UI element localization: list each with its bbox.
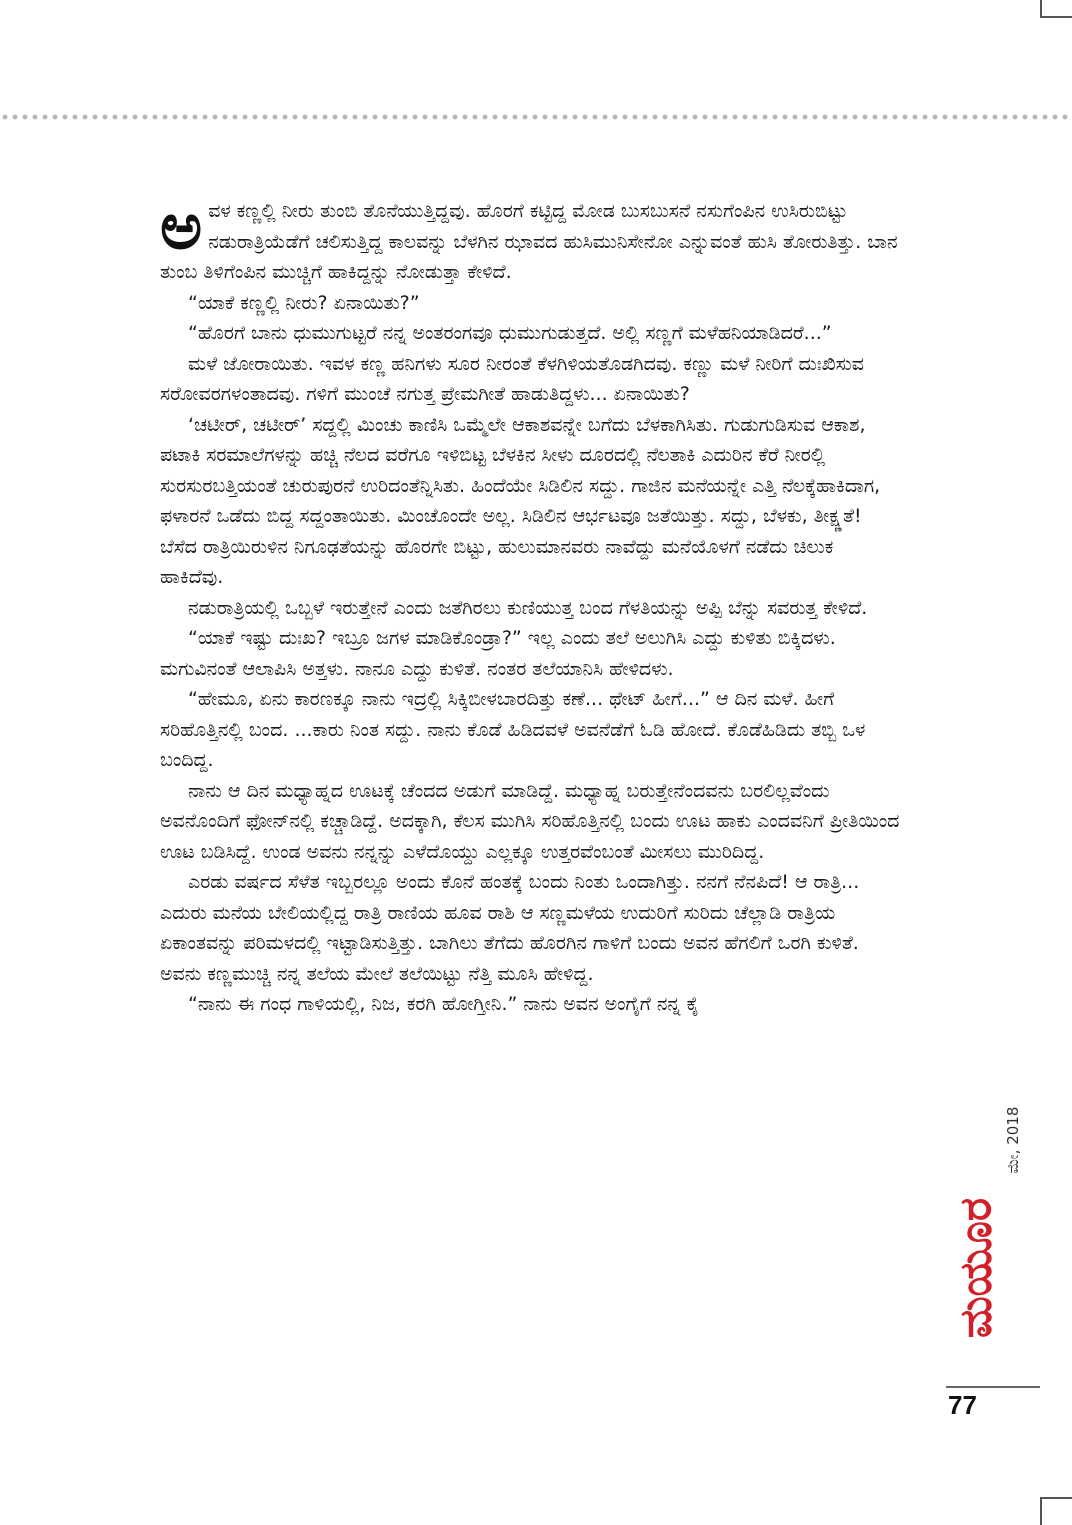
footer-rule	[946, 1386, 1040, 1388]
paragraph-9: ನಾನು ಆ ದಿನ ಮಧ್ಯಾಹ್ನದ ಊಟಕ್ಕೆ ಚೆಂದದ ಅಡುಗೆ ಮಾಡಿದ್ದೆ. ಮಧ್ಯಾಹ್ನ ಬರುತ್ತೇನೆಂದವನು ಬರಲಿಲ್ಲವೆಂದು ಅವನೊಂದಿಗೆ ಫೋನ್‌ನಲ್ಲಿ ಕಚ್ಚಾಡಿದ್ದೆ. ಅದಕ್ಕಾಗಿ, ಕೆಲಸ ಮುಗಿಸಿ ಸರಿಹೊತ್ತಿನಲ್ಲಿ ಬಂದು ಊಟ ಹಾಕು ಎಂದವನಿಗೆ ಪ್ರೀತಿಯಿಂದ ಊಟ ಬಡಿಸಿದ್ದೆ. ಉಂಡ ಅವನು ನನ್ನನ್ನು ಎಳೆದೊಯ್ದು ಎಲ್ಲಕ್ಕೂ ಉತ್ತರವೆಂಬಂತೆ ಮೀಸಲು ಮುರಿದಿದ್ದ.	[160, 779, 900, 863]
issue-date-box	[998, 1106, 1028, 1174]
drop-cap: ಅ	[160, 196, 203, 264]
paragraph-1	[160, 196, 900, 288]
magazine-name: ಮಯೂರ	[950, 1197, 1002, 1339]
paragraph-4: ಮಳೆ ಜೋರಾಯಿತು. ಇವಳ ಕಣ್ಣ ಹನಿಗಳು ಸೂರ ನೀರಂತೆ ಕೆಳಗಿಳಿಯತೊಡಗಿದವು. ಕಣ್ಣು ಮಳೆ ನೀರಿಗೆ ದುಃಖಿಸುವ ಸರೋವರಗಳಂತಾದವು. ಗಳಿಗೆ ಮುಂಚೆ ನಗುತ್ತ ಪ್ರೇಮಗೀತೆ ಹಾಡುತಿದ್ದಳು... ಏನಾಯಿತು?	[160, 352, 864, 405]
page-sidebar	[946, 1106, 1042, 1420]
dotted-separator	[0, 114, 1072, 120]
crop-mark-bottom	[1040, 1497, 1072, 1525]
magazine-logo	[946, 1168, 1006, 1368]
paragraph-6: ನಡುರಾತ್ರಿಯಲ್ಲಿ ಒಬ್ಬಳೆ ಇರುತ್ತೇನೆ ಎಂದು ಜತೆಗಿರಲು ಕುಣಿಯುತ್ತ ಬಂದ ಗೆಳತಿಯನ್ನು ಅಪ್ಪಿ ಬೆನ್ನು ಸವರುತ್ತ ಕೇಳಿದೆ.	[188, 596, 868, 619]
paragraph-2: “ಯಾಕೆ ಕಣ್ಣಲ್ಲಿ ನೀರು? ಏನಾಯಿತು?”	[188, 291, 420, 314]
paragraph-7: “ಯಾಕೆ ಇಷ್ಟು ದುಃಖ? ಇಬ್ರೂ ಜಗಳ ಮಾಡಿಕೊಂಡ್ರಾ?” ಇಲ್ಲ ಎಂದು ತಲೆ ಅಲುಗಿಸಿ ಎದ್ದು ಕುಳಿತು ಬಿಕ್ಕಿದಳು. ಮಗುವಿನಂತೆ ಆಲಾಪಿಸಿ ಅತ್ತಳು. ನಾನೂ ಎದ್ದು ಕುಳಿತೆ. ನಂತರ ತಲೆಯಾನಿಸಿ ಹೇಳಿದಳು.	[160, 627, 836, 680]
issue-date: ಮೇ, 2018	[1004, 1106, 1022, 1174]
paragraph-8: “ಹೇಮೂ, ಏನು ಕಾರಣಕ್ಕೂ ನಾನು ಇದ್ರಲ್ಲಿ ಸಿಕ್ಕಿಬೀಳಬಾರದಿತ್ತು ಕಣೆ... ಥೇಟ್ ಹೀಗೆ...” ಆ ದಿನ ಮಳೆ. ಹೀಗೆ ಸರಿಹೊತ್ತಿನಲ್ಲಿ ಬಂದ. ...ಕಾರು ನಿಂತ ಸದ್ದು. ನಾನು ಕೊಡೆ ಹಿಡಿದವಳೆ ಅವನೆಡೆಗೆ ಓಡಿ ಹೋದೆ. ಕೊಡೆಹಿಡಿದು ತಬ್ಬಿ ಒಳ ಬಂದಿದ್ದ.	[160, 688, 866, 771]
crop-mark-top	[1040, 0, 1072, 18]
paragraph-text: ವಳ ಕಣ್ಣಲ್ಲಿ ನೀರು ತುಂಬಿ ತೊನೆಯುತ್ತಿದ್ದವು. ಹೊರಗೆ ಕಟ್ಟಿದ್ದ ಮೋಡ ಬುಸಬುಸನೆ ನಸುಗೆಂಪಿನ ಉಸಿರುಬಿಟ್ಟು ನಡುರಾತ್ರಿಯೆಡೆಗೆ ಚಲಿಸುತ್ತಿದ್ದ ಕಾಲವನ್ನು ಬೆಳಗಿನ ಝಾವದ ಹುಸಿಮುನಿಸೇನೋ ಎನ್ನುವಂತೆ ಹುಸಿ ತೋರುತಿತ್ತು. ಬಾನ ತುಂಬ ತಿಳಿಗೆಂಪಿನ ಮುಚ್ಚಿಗೆ ಹಾಕಿದ್ದನ್ನು ನೋಡುತ್ತಾ ಕೇಳಿದೆ.	[160, 200, 898, 283]
article-body	[160, 196, 900, 1396]
page-number: 77	[948, 1390, 977, 1420]
paragraph-11: “ನಾನು ಈ ಗಂಧ ಗಾಳಿಯಲ್ಲಿ, ನಿಜ, ಕರಗಿ ಹೋಗ್ತೀನಿ.” ನಾನು ಅವನ ಅಂಗೈಗೆ ನನ್ನ ಕೈ	[188, 993, 700, 1015]
paragraph-5: ‘ಚಟೀರ್, ಚಟೀರ್’ ಸದ್ದಲ್ಲಿ ಮಿಂಚು ಕಾಣಿಸಿ ಒಮ್ಮೆಲೇ ಆಕಾಶವನ್ನೇ ಬಗೆದು ಬೆಳಕಾಗಿಸಿತು. ಗುಡುಗುಡಿಸುವ ಆಕಾಶ, ಪಟಾಕಿ ಸರಮಾಲೆಗಳನ್ನು ಹಚ್ಚಿ ನೆಲದ ವರೆಗೂ ಇಳಿಬಿಟ್ಟ ಬೆಳಕಿನ ಸೀಳು ದೂರದಲ್ಲಿ ನೆಲತಾಕಿ ಎದುರಿನ ಕೆರೆ ನೀರಲ್ಲಿ ಸುರಸುರಬತ್ತಿಯಂತೆ ಚುರುಪುರನೆ ಉರಿದಂತೆನ್ನಿಸಿತು. ಹಿಂದೆಯೇ ಸಿಡಿಲಿನ ಸದ್ದು. ಗಾಜಿನ ಮನೆಯನ್ನೇ ಎತ್ತಿ ನೆಲಕ್ಕೆಹಾಕಿದಾಗ, ಫಳಾರನೆ ಒಡೆದು ಬಿದ್ದ ಸದ್ದಂತಾಯಿತು. ಮಿಂಚೊಂದೇ ಅಲ್ಲ. ಸಿಡಿಲಿನ ಆರ್ಭಟವೂ ಜತೆಯಿತ್ತು. ಸದ್ದು, ಬೆಳಕು, ತೀಕ್ಷ್ಣತೆ! ಬೆಸೆದ ರಾತ್ರಿಯಿರುಳಿನ ನಿಗೂಢತೆಯನ್ನು ಹೊರಗೇ ಬಿಟ್ಟು, ಹುಲುಮಾನವರು ನಾವೆದ್ದು ಮನೆಯೊಳಗೆ ನಡೆದು ಚಿಲುಕ ಹಾಕಿದೆವು.	[160, 413, 881, 588]
paragraph-3: “ಹೊರಗೆ ಬಾನು ಧುಮುಗುಟ್ಟರೆ ನನ್ನ ಅಂತರಂಗವೂ ಧುಮುಗುಡುತ್ತದೆ. ಅಲ್ಲಿ ಸಣ್ಣಗೆ ಮಳೆಹನಿಯಾಡಿದರೆ...”	[188, 322, 832, 344]
paragraph-10: ಎರಡು ವರ್ಷದ ಸೆಳೆತ ಇಬ್ಬರಲ್ಲೂ ಅಂದು ಕೊನೆ ಹಂತಕ್ಕೆ ಬಂದು ನಿಂತು ಒಂದಾಗಿತ್ತು. ನನಗೆ ನೆನಪಿದೆ! ಆ ರಾತ್ರಿ... ಎದುರು ಮನೆಯ ಬೇಲಿಯಲ್ಲಿದ್ದ ರಾತ್ರಿ ರಾಣಿಯ ಹೂವ ರಾಶಿ ಆ ಸಣ್ಣಮಳೆಯ ಉದುರಿಗೆ ಸುರಿದು ಚೆಲ್ಲಾಡಿ ರಾತ್ರಿಯ ಏಕಾಂತವನ್ನು ಪರಿಮಳದಲ್ಲಿ ಇಟ್ಟಾಡಿಸುತ್ತಿತ್ತು. ಬಾಗಿಲು ತೆಗೆದು ಹೊರಗಿನ ಗಾಳಿಗೆ ಬಂದು ಅವನ ಹೆಗಲಿಗೆ ಒರಗಿ ಕುಳಿತೆ. ಅವನು ಕಣ್ಣಮುಚ್ಚಿ ನನ್ನ ತಲೆಯ ಮೇಲೆ ತಲೆಯಿಟ್ಟು ನೆತ್ತಿ ಮೂಸಿ ಹೇಳಿದ್ದ.	[160, 871, 860, 985]
